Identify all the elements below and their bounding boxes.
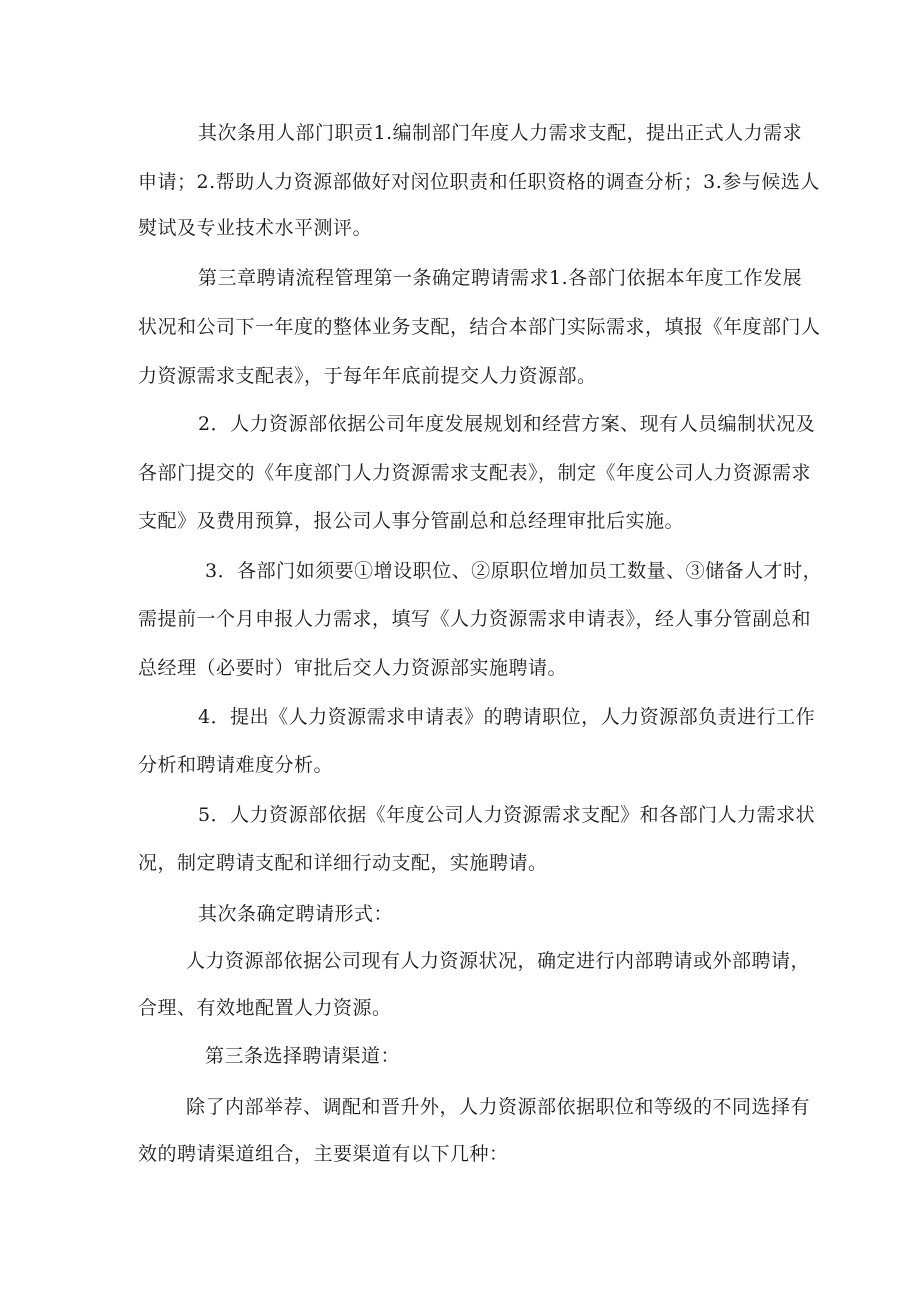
text-line: 支配》及费用预算，报公司人事分管副总和总经理审批后实施。: [138, 510, 685, 532]
text-line: 分析和聘请难度分析。: [138, 754, 334, 776]
text-line: 5．人力资源部依据《年度公司人力资源需求支配》和各部门人力需求状: [198, 804, 816, 826]
text-line: 熨试及专业技术水平测评。: [138, 217, 373, 239]
text-line: 况，制定聘请支配和详细行动支配，实施聘请。: [138, 852, 548, 874]
text-line: 人力资源部依据公司现有人力资源状况，确定进行内部聘请或外部聘请，: [186, 950, 811, 972]
section-heading: 第三条选择聘请渠道：: [205, 1045, 401, 1067]
text-line: 合理、有效地配置人力资源。: [138, 997, 392, 1019]
text-line: 需提前一个月申报人力需求，填写《人力资源需求申请表》，经人事分管副总和: [138, 608, 812, 630]
text-line: 第三章聘请流程管理第一条确定聘请需求1.各部门依据本年度工作发展: [198, 267, 803, 289]
text-line: 其次条用人部门职贡1.编制部门年度人力需求支配，提出正式人力需求: [198, 122, 803, 144]
text-line: 总经理（必要时）审批后交人力资源部实施聘请。: [138, 657, 568, 679]
text-line: 除了内部举荐、调配和晋升外，人力资源部依据职位和等级的不同选择有: [186, 1096, 811, 1118]
section-heading: 其次条确定聘请形式：: [198, 903, 394, 925]
text-line: 4．提出《人力资源需求申请表》的聘请职位，人力资源部负责进行工作: [198, 706, 816, 728]
text-line: 效的聘请渠道组合，主要渠道有以下几种：: [138, 1143, 509, 1165]
text-line: 3．各部门如须要①增设职位、②原职位增加员工数量、③储备人才时，: [205, 560, 823, 582]
text-line: 状况和公司下一年度的整体业务支配，结合本部门实际需求，填报《年度部门人: [138, 316, 821, 338]
text-line: 各部门提交的《年度部门人力资源需求支配表》，制定《年度公司人力资源需求: [138, 462, 812, 484]
text-line: 力资源需求支配表》，于每年年底前提交人力资源部。: [138, 365, 597, 387]
text-line: 2．人力资源部依据公司年度发展规划和经营方案、现有人员编制状况及: [198, 413, 816, 435]
text-line: 申请；2.帮助人力资源部做好对闵位职责和任职资格的调查分析；3.参与候选人: [138, 171, 820, 193]
